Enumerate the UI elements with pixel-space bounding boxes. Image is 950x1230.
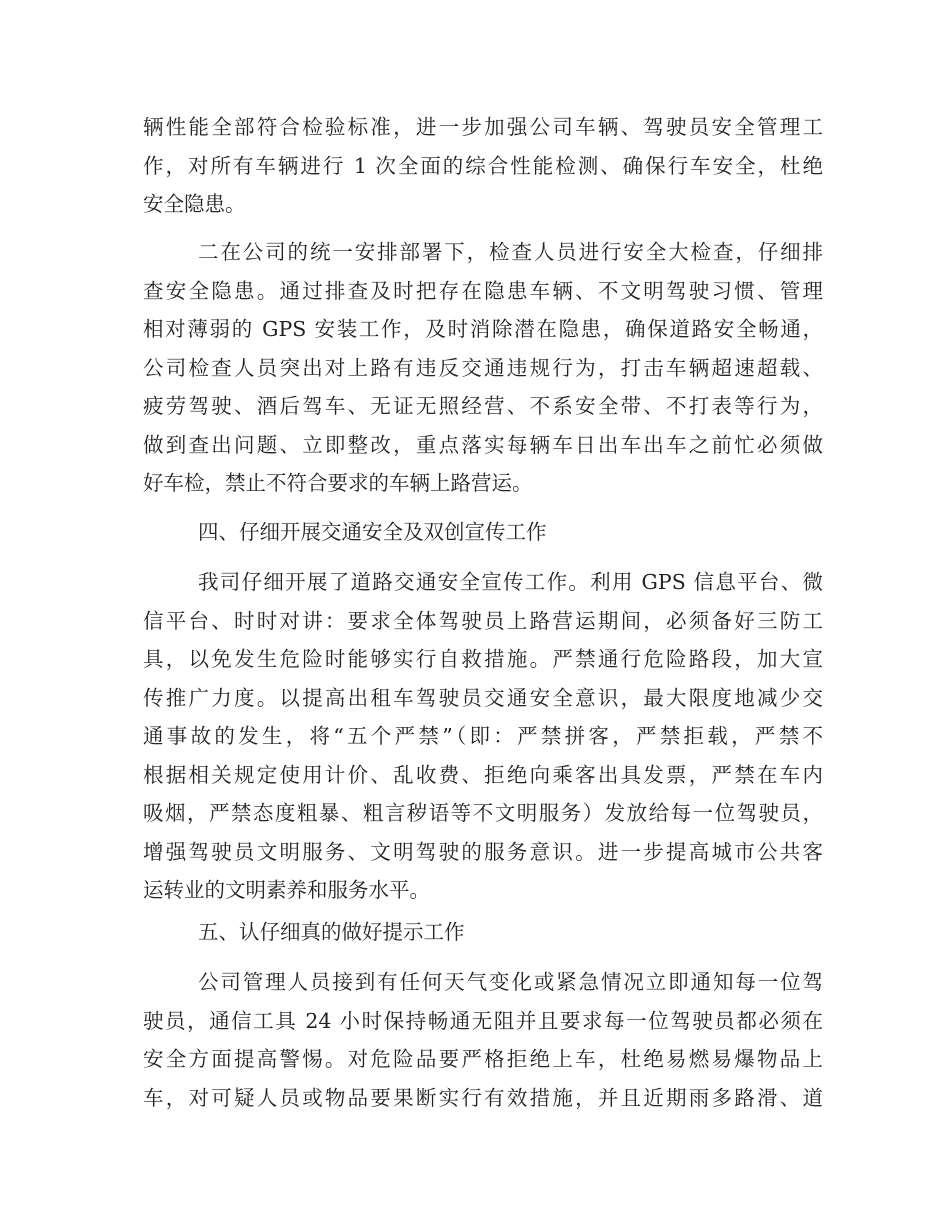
text-line: 运转业的文明素养和服务水平。	[143, 878, 430, 902]
text-line: 通事故的发生，将“五个严禁”（即：严禁拼客，严禁拒载，严禁不	[143, 724, 823, 748]
text-line: 传推广力度。以提高出租车驾驶员交通安全意识，最大限度地减少交	[143, 685, 823, 710]
text-line: 我司仔细开展了道路交通安全宣传工作。利用 GPS 信息平台、微	[198, 570, 823, 594]
section-heading	[143, 913, 823, 952]
section-heading-text: 五、认仔细真的做好提示工作	[198, 920, 465, 944]
text-line: 好车检，禁止不符合要求的车辆上路营运。	[143, 471, 533, 495]
section-heading-text: 四、仔细开展交通安全及双创宣传工作	[198, 520, 547, 544]
text-line: 根据相关规定使用计价、乱收费、拒绝向乘客出具发票，严禁在车内	[143, 762, 823, 787]
text-line: 公司检查人员突出对上路有违反交通违规行为，打击车辆超速超载、	[143, 355, 823, 380]
text-line: 查安全隐患。通过排查及时把存在隐患车辆、不文明驾驶习惯、管理	[143, 278, 823, 303]
text-line: 安全方面提高警惕。对危险品要严格拒绝上车，杜绝易燃易爆物品上	[143, 1047, 823, 1071]
text-line: 二在公司的统一安排部署下，检查人员进行安全大检查，仔细排	[198, 240, 823, 264]
text-line: 公司管理人员接到有任何天气变化或紧急情况立即通知每一位驾	[198, 970, 823, 994]
paragraph	[143, 963, 823, 1117]
paragraph	[143, 233, 823, 503]
text-line: 具，以免发生危险时能够实行自救措施。严禁通行危险路段，加大宣	[143, 647, 823, 671]
text-line: 相对薄弱的 GPS 安装工作，及时消除潜在隐患，确保道路安全畅通，	[143, 317, 823, 341]
text-line: 作，对所有车辆进行 1 次全面的综合性能检测、确保行车安全，杜绝	[143, 153, 823, 178]
text-line: 吸烟，严禁态度粗暴、粗言秽语等不文明服务）发放给每一位驾驶员，	[143, 801, 823, 825]
text-line: 驶员，通信工具 24 小时保持畅通无阻并且要求每一位驾驶员都必须在	[143, 1008, 823, 1033]
text-line: 做到查出问题、立即整改，重点落实每辆车日出车出车之前忙必须做	[143, 432, 823, 457]
paragraph	[143, 108, 823, 224]
section-heading	[143, 513, 823, 552]
text-line: 疲劳驾驶、酒后驾车、无证无照经营、不系安全带、不打表等行为，	[143, 394, 823, 418]
text-line: 增强驾驶员文明服务、文明驾驶的服务意识。进一步提高城市公共客	[143, 839, 823, 864]
text-line: 信平台、时时对讲：要求全体驾驶员上路营运期间，必须备好三防工	[143, 608, 823, 633]
text-line: 安全隐患。	[143, 192, 246, 216]
text-line: 车，对可疑人员或物品要果断实行有效措施，并且近期雨多路滑、道	[143, 1085, 823, 1110]
paragraph	[143, 563, 823, 910]
text-line: 辆性能全部符合检验标准，进一步加强公司车辆、驾驶员安全管理工	[143, 115, 823, 139]
